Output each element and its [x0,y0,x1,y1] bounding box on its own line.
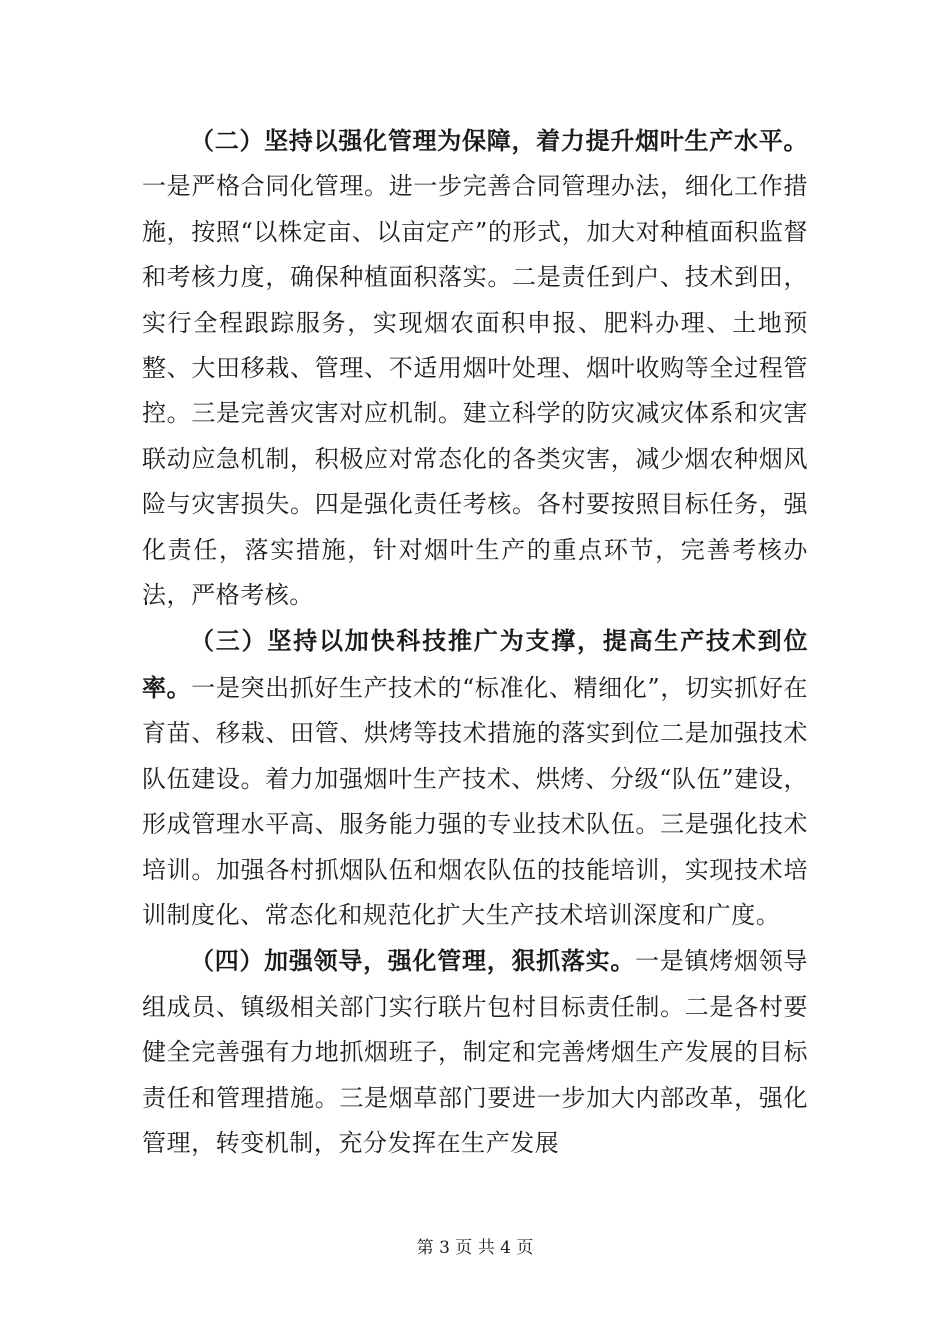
paragraph-3-heading: （三）坚持以加快科技推广为支撑，提高生产技术到位率。 [142,626,808,702]
page-number-footer: 第 3 页 共 4 页 [416,1238,534,1258]
paragraph-4-text: 一是镇烤烟领导组成员、镇级相关部门实行联片包村目标责任制。二是各村要健全完善强有力地抓烟班子，制定和完善烤烟生产发展的目标责任和管理措施。三是烟草部门要进一步加大内部改革，强化管理，转变机制，充分发挥在生产发展 [142,947,808,1157]
paragraph-4 [142,938,808,1166]
paragraph-3 [142,618,808,938]
paragraph-3-text: 一是突出抓好生产技术的“标准化、精细化”，切实抓好在育苗、移栽、田管、烘烤等技术措施的落实到位二是加强技术队伍建设。着力加强烟叶生产技术、烘烤、分级“队伍”建设，形成管理水平高、服务能力强的专业技术队伍。三是强化技术培训。加强各村抓烟队伍和烟农队伍的技能培训，实现技术培训制度化、常态化和规范化扩大生产技术培训深度和广度。 [142,673,808,929]
document-body [142,118,808,1166]
paragraph-4-heading: （四）加强领导，强化管理，狠抓落实。 [190,946,636,976]
paragraph-2-text: 一是严格合同化管理。进一步完善合同管理办法，细化工作措施，按照“以株定亩、以亩定产”的形式，加大对种植面积监督和考核力度，确保种植面积落实。二是责任到户、技术到田，实行全程跟踪服务，实现烟农面积申报、肥料办理、土地预整、大田移栽、管理、不适用烟叶处理、烟叶收购等全过程管控。三是完善灾害对应机制。建立科学的防灾减灾体系和灾害联动应急机制，积极应对常态化的各类灾害，减少烟农种烟风险与灾害损失。四是强化责任考核。各村要按照目标任务，强化责任，落实措施，针对烟叶生产的重点环节，完善考核办法，严格考核。 [142,172,808,610]
paragraph-2 [142,118,808,618]
paragraph-2-heading: （二）坚持以强化管理为保障，着力提升烟叶生产水平。 [190,126,808,155]
